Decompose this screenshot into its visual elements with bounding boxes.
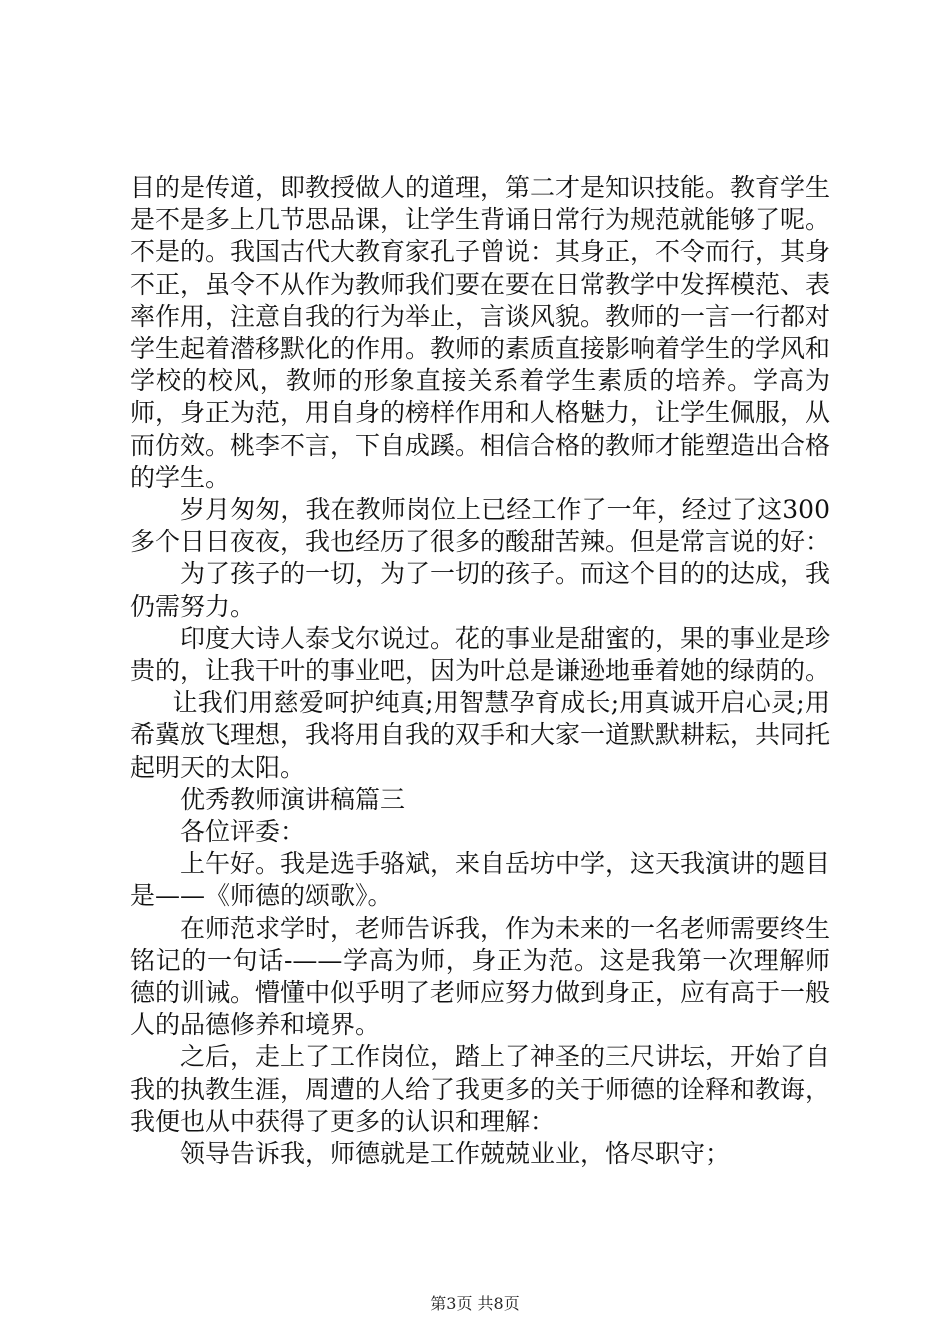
paragraph: 领导告诉我，师德就是工作兢兢业业，恪尽职守； [180,1139,731,1169]
section-heading: 优秀教师演讲稿篇三 [180,784,406,814]
paragraph: 在师范求学时，老师告诉我，作为未来的一名老师需要终生铭记的一句话-——学高为师，身正为范。这是我第一次理解师德的训诫。懵懂中似乎明了老师应努力做到身正，应有高于一般人的品德修养和境界。 [130,913,831,1040]
paragraph: 目的是传道，即教授做人的道理，第二才是知识技能。教育学生是不是多上几节思品课，让学生背诵日常行为规范就能够了呢。不是的。我国古代大教育家孔子曾说：其身正，不令而行，其身不正，虽令不从作为教师我们要在要在日常教学中发挥模范、表率作用，注意自我的行为举止，言谈风貌。教师的一言一行都对学生起着潜移默化的作用。教师的素质直接影响着学生的学风和学校的校风，教师的形象直接关系着学生素质的培养。学高为师，身正为范，用自身的榜样作用和人格魅力，让学生佩服，从而仿效。桃李不言，下自成蹊。相信合格的教师才能塑造出合格的学生。 [130,173,831,492]
paragraph: 为了孩子的一切，为了一切的孩子。而这个目的的达成，我仍需努力。 [130,559,831,621]
paragraph: 之后，走上了工作岗位，踏上了神圣的三尺讲坛，开始了自我的执教生涯，周遭的人给了我更多的关于师德的诠释和教诲，我便也从中获得了更多的认识和理解： [130,1042,831,1136]
salutation: 各位评委： [180,817,306,847]
paragraph: 上午好。我是选手骆斌，来自岳坊中学，这天我演讲的题目是——《师德的颂歌》。 [130,849,831,911]
page-number-footer: 第3页 共8页 [430,1294,520,1313]
paragraph: 印度大诗人泰戈尔说过。花的事业是甜蜜的，果的事业是珍贵的，让我干叶的事业吧，因为叶总是谦逊地垂着她的绿荫的。 [130,623,831,686]
paragraph: 岁月匆匆，我在教师岗位上已经工作了一年，经过了这300多个日日夜夜，我也经历了很多的酸甜苦辣。但是常言说的好： [130,495,831,557]
paragraph: 让我们用慈爱呵护纯真;用智慧孕育成长;用真诚开启心灵;用希冀放飞理想，我将用自我的双手和大家一道默默耕耘，共同托起明天的太阳。 [130,688,831,782]
document-body [130,172,830,1170]
